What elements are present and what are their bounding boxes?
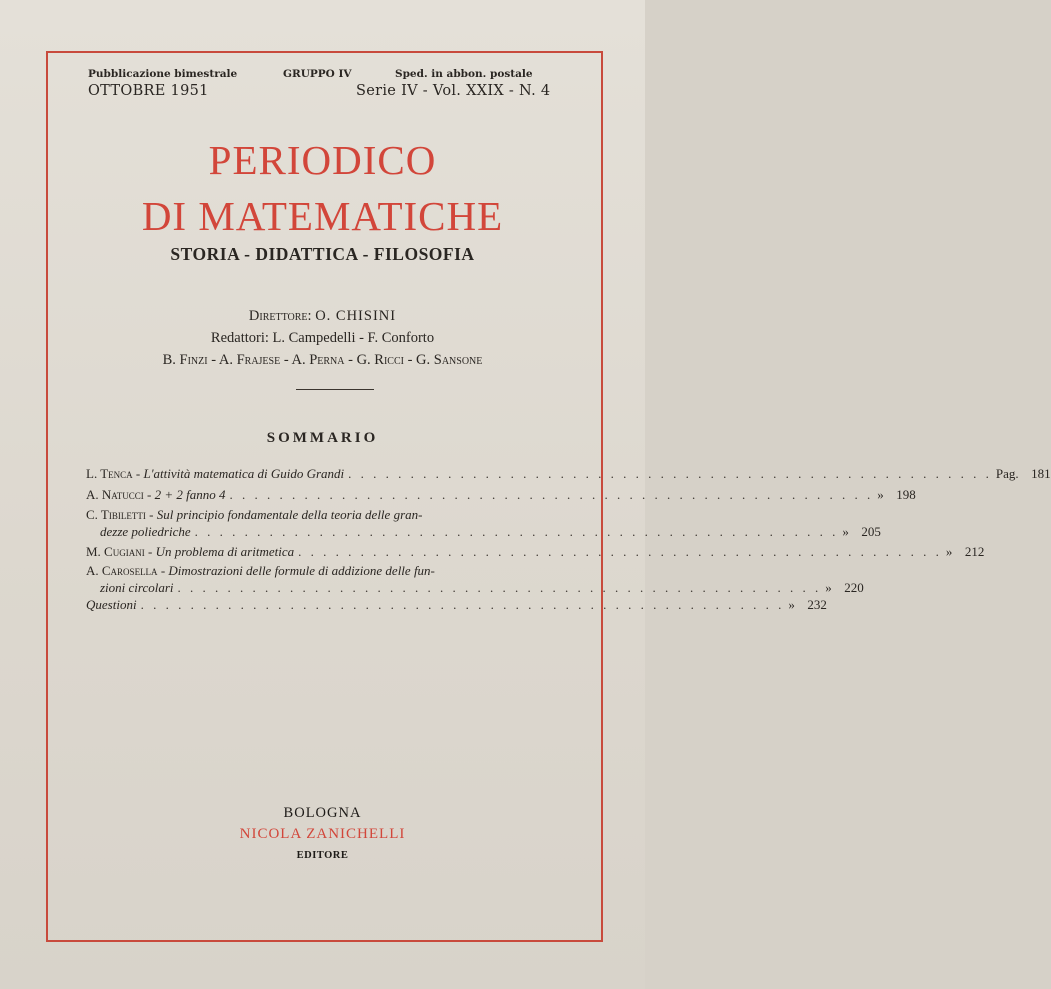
dot-leader: . . . . . . . . . . . . . . . . . . . . . . . . . . . . . . . . . . . . . . . . . . . . . . . . . . . . bbox=[348, 466, 992, 481]
page-number: 232 bbox=[807, 597, 827, 612]
toc-author: M. Cugiani bbox=[86, 544, 145, 559]
issue-date: OTTOBRE 1951 bbox=[88, 83, 209, 99]
toc-entry bbox=[86, 487, 916, 504]
page-prefix: » bbox=[877, 487, 884, 502]
toc-separator: - bbox=[143, 487, 155, 502]
page-number: 220 bbox=[844, 580, 864, 595]
toc-separator: - bbox=[144, 544, 156, 559]
postal-note: Sped. in abbon. postale bbox=[395, 68, 533, 80]
page-number: 181 bbox=[1031, 466, 1051, 481]
toc-separator: - bbox=[157, 563, 169, 578]
toc-title: Un problema di aritmetica bbox=[155, 544, 295, 559]
publication-frequency: Pubblicazione bimestrale bbox=[88, 68, 238, 80]
title-line-2: DI MATEMATICHE bbox=[141, 193, 504, 239]
page-prefix: » bbox=[825, 580, 832, 595]
toc-entry bbox=[86, 580, 864, 597]
toc-title-continued: zioni circolari bbox=[100, 580, 174, 595]
toc-author: A. Natucci bbox=[86, 487, 144, 502]
toc-entry bbox=[86, 507, 558, 524]
toc-entry bbox=[86, 466, 1051, 483]
page-number: 212 bbox=[964, 544, 985, 559]
toc-entry bbox=[86, 544, 985, 561]
toc-entry bbox=[86, 524, 881, 541]
editor-label: EDITORE bbox=[296, 850, 349, 861]
group-label: GRUPPO IV bbox=[283, 68, 352, 80]
city: BOLOGNA bbox=[283, 805, 362, 821]
dot-leader: . . . . . . . . . . . . . . . . . . . . . . . . . . . . . . . . . . . . . . . . . . . . . . . . . . . . bbox=[194, 524, 839, 539]
contributors-line: B. Finzi - A. Frajese - A. Perna - G. Ricci - G. Sansone bbox=[162, 352, 483, 368]
subtitle: STORIA - DIDATTICA - FILOSOFIA bbox=[170, 244, 475, 264]
page-prefix: Pag. bbox=[995, 466, 1019, 481]
series-volume: Serie IV - Vol. XXIX - N. 4 bbox=[356, 83, 551, 99]
dot-leader: . . . . . . . . . . . . . . . . . . . . . . . . . . . . . . . . . . . . . . . . . . . . . . . . . . . . bbox=[140, 597, 785, 612]
toc-author: A. Carosella bbox=[86, 563, 158, 578]
page-number: 198 bbox=[896, 487, 916, 502]
toc-author: L. Tenca bbox=[86, 466, 133, 481]
sommario-heading: SOMMARIO bbox=[266, 430, 379, 446]
toc-title-continued: dezze poliedriche bbox=[100, 524, 191, 539]
dot-leader: . . . . . . . . . . . . . . . . . . . . . . . . . . . . . . . . . . . . . . . . . . . . . . . . . . . . bbox=[177, 580, 822, 595]
dot-leader: . . . . . . . . . . . . . . . . . . . . . . . . . . . . . . . . . . . . . . . . . . . . . . . . . . . . bbox=[229, 487, 874, 502]
toc-title: L'attività matematica di Guido Grandi bbox=[143, 466, 345, 481]
dot-leader: . . . . . . . . . . . . . . . . . . . . . . . . . . . . . . . . . . . . . . . . . . . . . . . . . . . . bbox=[298, 544, 942, 559]
divider-rule bbox=[296, 389, 374, 390]
page-prefix: » bbox=[788, 597, 795, 612]
toc-title: 2 + 2 fanno 4 bbox=[154, 487, 226, 502]
toc-title: Dimostrazioni delle formule di addizione delle fun- bbox=[168, 563, 435, 578]
editors-line: Redattori: L. Campedelli - F. Conforto bbox=[210, 330, 435, 346]
title-line-1: PERIODICO bbox=[208, 137, 437, 183]
page-number: 205 bbox=[861, 524, 881, 539]
toc-entry bbox=[86, 563, 558, 580]
publisher: NICOLA ZANICHELLI bbox=[239, 826, 406, 842]
director-line: Direttore: O. CHISINI bbox=[248, 308, 397, 324]
page-prefix: » bbox=[842, 524, 849, 539]
toc-separator: - bbox=[145, 507, 157, 522]
toc-author: C. Tibiletti bbox=[86, 507, 146, 522]
page-prefix: » bbox=[945, 544, 953, 559]
toc-title: Questioni bbox=[86, 597, 137, 612]
toc-entry bbox=[86, 597, 827, 614]
toc-title: Sul principio fondamentale della teoria delle gran- bbox=[156, 507, 423, 522]
toc-separator: - bbox=[132, 466, 144, 481]
